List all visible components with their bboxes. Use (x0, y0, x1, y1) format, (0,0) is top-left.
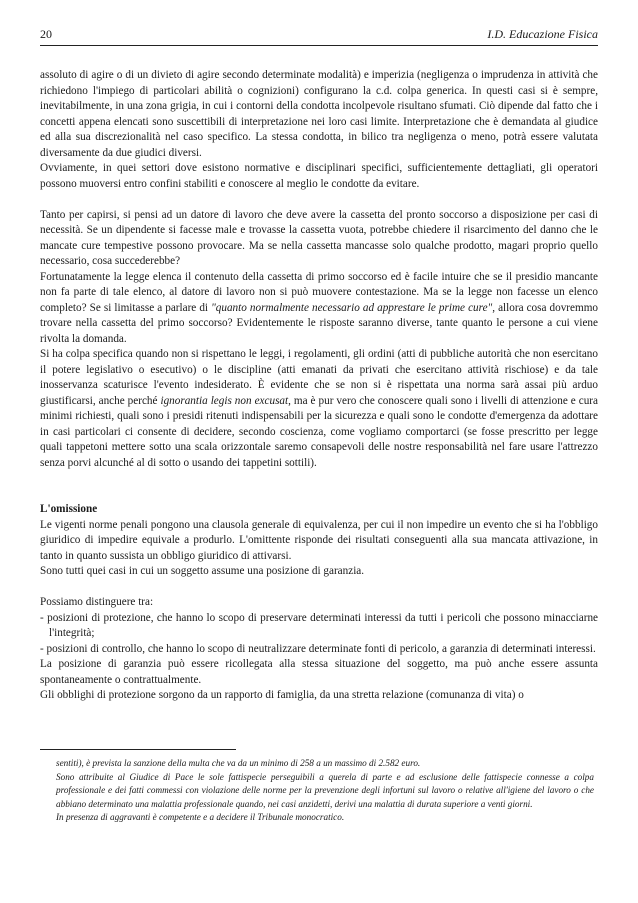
footnote: In presenza di aggravanti è competente e a decidere il Tribunale monocratico. (56, 812, 345, 823)
main-text (40, 68, 598, 704)
paragraph: Tanto per capirsi, si pensi ad un datore di lavoro che deve avere la cassetta del pronto soccorso a disposizione per casi di necessità. Se un dipendente si facesse male e trovasse la cassetta vuota, potrebbe chiedere il risarcimento del danno che le mancate cure tempestive possono provocare. Ma se nella cassetta mancasse solo qualche prodotto, magari proprio quello necessario, cosa succederebbe? (40, 208, 598, 267)
paragraph: La posizione di garanzia può essere ricollegata alla stessa situazione del soggetto, ma può anche essere assunta spontaneamente o contrattualmente. (40, 658, 598, 686)
paragraph: Sono tutti quei casi in cui un soggetto assume una posizione di garanzia. (40, 565, 365, 577)
paragraph-text: Si ha colpa specifica quando non si rispettano le leggi, i regolamenti, gli ordini (atti di pubbliche autorità che non esercitano il potere legislativo o esecutivo) o le discipline (atti emanati da privati che esercitano attività rischiose) e da tale inosservanza scaturisce l'evento indesiderato. È evidente che se non si è rispettata una norma sarà assai più arduo giustificarsi, anche perché (40, 348, 598, 407)
footnote-rule (40, 749, 236, 750)
list-item: - posizioni di controllo, che hanno lo scopo di neutralizzare determinate fonti di pericolo, a garanzia di determinati interessi. (40, 642, 596, 655)
paragraph: Gli obblighi di protezione sorgono da un rapporto di famiglia, da una stretta relazione (comunanza di vita) o (40, 689, 524, 701)
paragraph: Le vigenti norme penali pongono una clausola generale di equivalenza, per cui il non impedire un evento che si ha l'obbligo giuridico di impedire equivale a produrlo. L'omittente risponde dei risultati conseguenti alla sua mancata attivazione, in tanto in quanto sussista un obbligo giuridico di attivarsi. (40, 518, 598, 562)
quoted-text: "quanto normalmente necessario ad apprestare le prime cure" (211, 301, 493, 314)
paragraph-text: Fortunatamente la legge elenca il contenuto della cassetta di primo soccorso ed è facile intuire che se il presidio mancante non fa parte di tale elenco, al datore di lavoro non si può muovere contestazione. Ma se la legge non facesse un elenco completo? Se si limitasse a parlare di (40, 270, 598, 314)
paragraph: Possiamo distinguere tra: (40, 596, 154, 608)
footnotes (56, 757, 594, 825)
header-rule (40, 45, 598, 46)
paragraph: assoluto di agire o di un divieto di agire secondo determinate modalità) e imperizia (negligenza o imprudenza in attività che richiedono l'impiego di particolari abilità o cognizioni) configurano la c.d. colpa generica. In questi casi si è sempre, inevitabilmente, in una zona grigia, in cui i contorni della condotta incolpevole risultano sfumati. Ciò dipende dal fatto che i concetti appena elencati sono suscettibili di interpretazione nei loro casi limite. Interpretazione che è demandata al giudice ed alla sua discrezionalità nel caso specifico. La stessa condotta, in bilico tra negligenza o meno, potrà essere valutata diversamente da due giudici diversi. (40, 69, 598, 159)
latin-phrase: ignorantia legis non excusat (160, 394, 289, 407)
paragraph-text: , ma è pur vero che conoscere quali sono i livelli di attenzione e cura minimi richiesti, quali sono i presidi ritenuti indispensabili per la sicurezza e quali sono le condotte d'emergenza da adottare in casi particolari ci consente di decidere, secondo coscienza, come vogliamo comportarci (se fosse prescritto per legge quali tappetoni mettere sotto una scala orizzontale saremo consapevoli delle nostre responsabilità nel fare usare l'attrezzo senza porvi alcunché al di sotto o usando dei tappetini sottili). (40, 394, 598, 469)
section-heading: L'omissione (40, 503, 98, 515)
paragraph: Ovviamente, in quei settori dove esistono normative e disciplinari specifici, sufficientemente dettagliati, gli operatori possono muoversi entro confini stabiliti e conoscere al meglio le condotte da evitare. (40, 162, 598, 190)
paragraph (40, 270, 598, 348)
paragraph (40, 347, 598, 471)
running-title: I.D. Educazione Fisica (487, 27, 598, 41)
page-header (40, 27, 598, 43)
page-number: 20 (40, 27, 52, 41)
footnote: sentiti), è prevista la sanzione della multa che va da un minimo di 258 a un massimo di 2.582 euro. (56, 758, 421, 768)
footnote: Sono attribuite al Giudice di Pace le sole fattispecie perseguibili a querela di parte e ad esclusione delle fattispecie connesse a colpa professionale e dei fatti commessi con violazione delle norme per la prevenzione degli infortuni sul lavoro o relative all'igiene del lavoro o che abbiano determinato una malattia professionale quando, nei casi anzidetti, derivi una malattia di durata superiore a venti giorni. (56, 771, 594, 809)
list-item: - posizioni di protezione, che hanno lo scopo di preservare determinati interessi da tutti i pericoli che possono minacciarne l'integrità; (40, 611, 598, 639)
paragraph-text: , allora cosa dovremmo trovare nella cassetta del primo soccorso? Evidentemente le risposte saranno diverse, tante quanto le persone a cui viene rivolta la domanda. (40, 301, 598, 345)
